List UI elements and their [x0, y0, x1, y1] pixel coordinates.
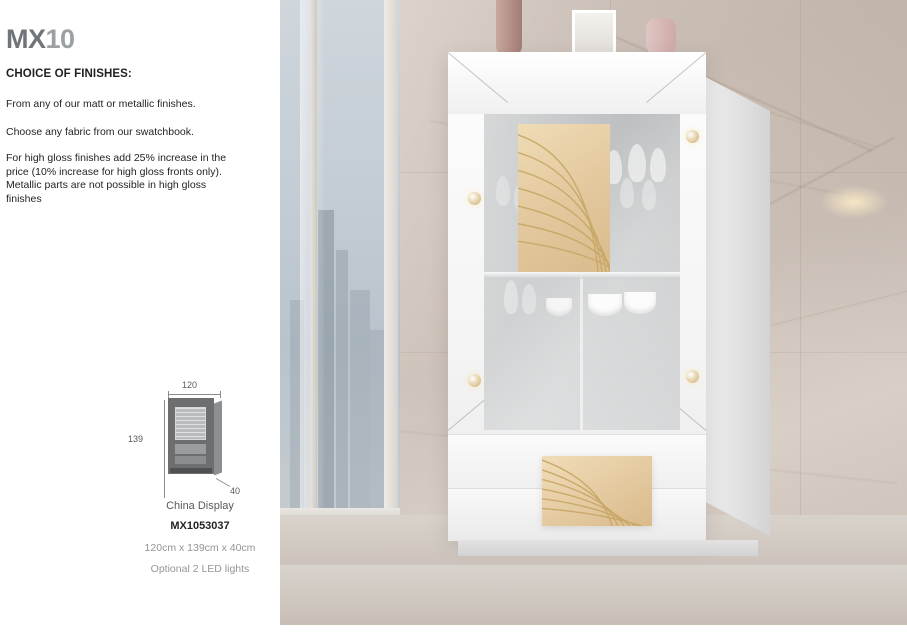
cabinet-thumbnail-icon — [168, 398, 222, 478]
thumbnail-glass-door — [175, 407, 206, 440]
cabinet-side-panel — [700, 74, 770, 536]
dimension-depth-label: 40 — [230, 486, 241, 496]
dimension-diagram — [120, 380, 270, 510]
wine-glass — [522, 284, 536, 314]
cabinet-plinth — [458, 540, 758, 556]
tile-seam-vertical — [800, 0, 801, 520]
page-title-prefix: MX — [6, 24, 46, 54]
teacup — [624, 292, 656, 314]
product-dimensions: 120cm x 139cm x 40cm — [144, 542, 256, 554]
gold-decor-panel-upper — [518, 124, 610, 272]
product-name: China Display — [166, 500, 234, 512]
wall-light-glow — [819, 185, 889, 219]
photo-bottom-margin — [280, 625, 907, 640]
page-title — [6, 24, 75, 55]
thumbnail-body — [168, 398, 214, 474]
page-title-suffix: 10 — [45, 24, 75, 54]
teacup — [588, 294, 622, 316]
gold-arc-lines — [518, 124, 610, 272]
window-frame — [384, 0, 398, 575]
finishes-note-1: From any of our matt or metallic finishes. — [6, 98, 196, 110]
window — [280, 0, 400, 575]
glass-door-divider — [580, 274, 583, 430]
wine-glass — [504, 280, 518, 314]
led-light — [686, 370, 699, 383]
dimension-height-line — [164, 400, 165, 498]
floor-reflection — [280, 565, 907, 625]
city-building — [350, 290, 370, 510]
cabinet-glass-interior — [484, 114, 680, 430]
thumbnail-side-panel — [214, 401, 222, 476]
thumbnail-glass-lines — [176, 408, 205, 439]
thumbnail-drawer-upper — [175, 444, 206, 454]
product-option: Optional 2 LED lights — [150, 563, 250, 575]
thumbnail-plinth — [170, 468, 212, 473]
teacup — [546, 298, 572, 316]
thumbnail-drawer-lower — [175, 456, 206, 464]
finishes-note-3: For high gloss finishes add 25% increase in the price (10% increase for high gloss fronts only). Metallic parts are not possible in high gloss finishes — [6, 152, 227, 205]
gold-decor-panel-lower — [542, 456, 652, 526]
city-building — [370, 330, 384, 510]
led-light — [686, 130, 699, 143]
white-display-cabinet — [448, 52, 798, 562]
window-mullion — [310, 0, 317, 575]
finishes-note-2: Choose any fabric from our swatchbook. — [6, 126, 194, 138]
cabinet-front-frame — [448, 52, 706, 540]
glass-shelf — [484, 272, 680, 279]
dimension-width-label: 120 — [182, 380, 198, 390]
gold-arc-lines — [542, 456, 652, 526]
dimension-depth-line — [216, 478, 230, 487]
led-light — [468, 192, 481, 205]
city-building — [336, 250, 348, 510]
product-photo — [280, 0, 907, 625]
dimension-height-label: 139 — [128, 434, 144, 444]
led-light — [468, 374, 481, 387]
vase-with-branches — [496, 0, 522, 56]
finishes-heading: CHOICE OF FINISHES: — [6, 68, 132, 80]
picture-frame — [572, 10, 616, 58]
dimension-width-line — [168, 394, 221, 395]
spec-column — [0, 0, 280, 640]
product-code: MX1053037 — [170, 520, 230, 532]
